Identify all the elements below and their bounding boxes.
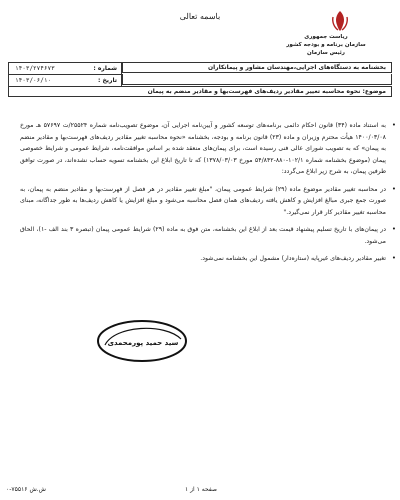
date-value: ۱۴۰۳/۰۶/۱۰	[15, 77, 52, 84]
paragraph-2-text: در محاسبه تغییر مقادیر موضوع ماده (۲۹) شرایط عمومی پیمان، "مبلغ تغییر مقادیر در هر فصل از فهرست‌بها و مقادیر منضم به پیمان، به صورت جمع جبری مبالغ افزایش و کاهش یافته ردیف‌های همان فصل محاسبه می‌شود و مبلغ افزایش یا کاهش ردیف‌ها به طور جداگانه، مبنای محاسبه تغییر مقادیر کار قرار نمی‌گیرد."	[20, 185, 386, 216]
org-line-3: رئیس سازمان	[307, 50, 345, 56]
number-label: شماره :	[93, 65, 117, 72]
meta-box	[8, 62, 122, 87]
paragraph-3-text: در پیمان‌های با تاریخ تسلیم پیشنهاد قیمت بعد از ابلاغ این بخشنامه، متن فوق به ماده (۲۹) شرایط عمومی پیمان (تبصره ۳ بند الف -۱)، الحاق می‌شود.	[20, 226, 387, 245]
addressee: بخشنامه به دستگاه‌های اجرایی،مهندسان مشاور و پیمانکاران	[122, 62, 392, 73]
number-value: ۱۴۰۳/۲۷۴۶۷۳	[15, 65, 55, 72]
paragraph-1	[20, 120, 396, 178]
bullet-icon: •	[391, 254, 396, 262]
iran-emblem-icon	[327, 8, 353, 34]
page-number: صفحه ۱ از ۱	[185, 486, 217, 493]
bullet-icon: •	[391, 225, 396, 233]
org-line-2: سازمان برنامه و بودجه کشور	[286, 42, 366, 48]
number-row	[9, 63, 121, 75]
org-line-1: ریاست جمهوری	[304, 34, 348, 40]
bismillah: باسمه تعالی	[179, 12, 221, 21]
date-row	[9, 75, 121, 86]
paragraph-2	[20, 184, 396, 219]
subject: موضوع: نحوه محاسبه تغییر مقادیر ردیف‌های فهرست‌بها و مقادیر منضم به پیمان	[8, 86, 392, 97]
paragraph-1-text: به استناد ماده (۳۴) قانون احکام دائمی برنامه‌های توسعه کشور و آیین‌نامه اجرایی آن، موضوع تصویب‌نامه شماره ۲۵۵۲۴/ت ۵۷۶۹۷ هـ مورخ ۱۴۰۰/۰۳/۰۸ هیأت محترم وزیران و ماده (۲۳) قانون برنامه و بودجه، بخشنامه «نحوه محاسبه تغییر مقادیر ردیف‌های فهرست‌بها و مقادیر منضم به پیمان» که به تصویب شورای عالی فنی رسیده است، برای پیمان‌های منعقد شده بر اساس موافقت‌نامه، شرایط عمومی و شرایط خصوصی پیمان (موضوع بخشنامه شماره ۱۰۲/۱-۸۸۰-۵۴/۸۴۲ مورخ ۱۳۷۸/۰۳/۰۳) که تا تاریخ ابلاغ این بخشنامه تسویه حساب نشده‌اند، در صورت توافق طرفین پیمان، به شرح زیر ابلاغ می‌گردد:	[20, 122, 386, 175]
signature-name: سید حمید پورمحمدی	[107, 339, 179, 347]
date-label: تاریخ :	[97, 77, 117, 84]
signature-stamp	[95, 317, 190, 365]
organization-header	[266, 33, 386, 57]
letter-body	[20, 120, 396, 271]
bullet-icon: •	[391, 184, 396, 193]
paragraph-4	[20, 253, 396, 265]
footer-code: ش.ش ۷۵۵۱۶-۰	[6, 486, 46, 493]
addressee-spacer	[122, 74, 392, 85]
paragraph-3	[20, 224, 396, 247]
paragraph-4-text: تغییر مقادیر ردیف‌های غیرپایه (ستاره‌دار) مشمول این بخشنامه نمی‌شود.	[200, 255, 386, 262]
bullet-icon: •	[391, 121, 396, 129]
